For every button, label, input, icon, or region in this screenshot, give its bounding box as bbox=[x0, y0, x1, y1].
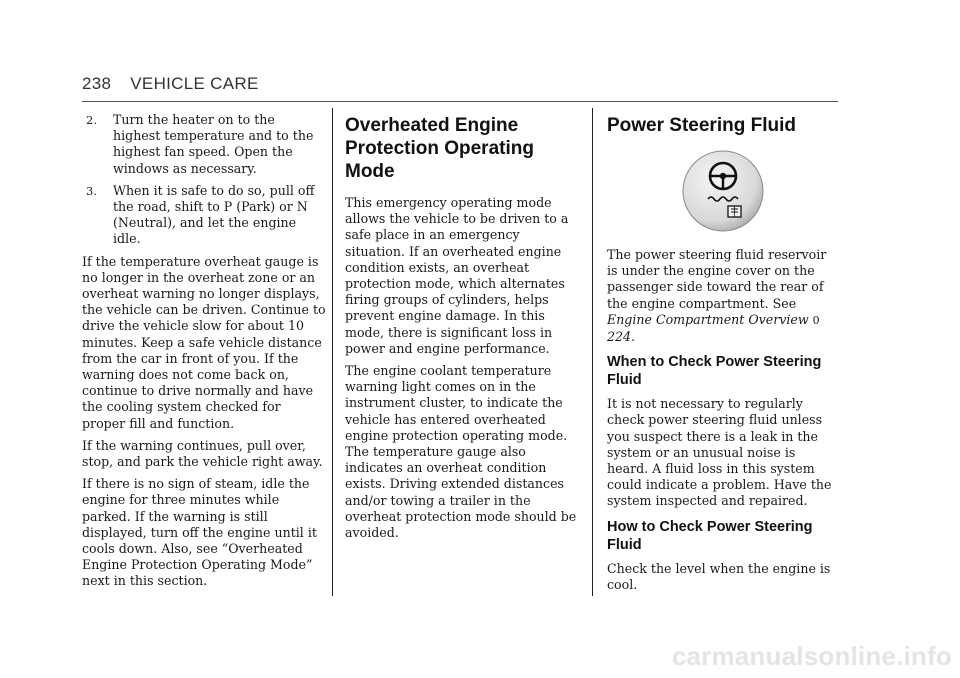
paragraph: Check the level when the engine is cool. bbox=[607, 560, 831, 592]
watermark: carmanualsonline.info bbox=[671, 641, 952, 671]
step-text: When it is safe to do so, pull off the road, shift to P (Park) or N (Neutral), and let the engine idle. bbox=[113, 182, 315, 247]
step-number: 3. bbox=[86, 183, 97, 198]
paragraph: It is not necessary to regularly check power steering fluid unless you suspect there is a leak in the system or an unusual noise is heard. A fluid loss in this system could indicate a problem. Have the system inspected and repaired. bbox=[607, 396, 832, 509]
list-item bbox=[82, 112, 326, 177]
period: . bbox=[631, 329, 636, 345]
icon-container bbox=[607, 149, 838, 233]
step-number: 2. bbox=[86, 113, 97, 127]
column-divider bbox=[332, 108, 333, 596]
header-rule bbox=[82, 101, 838, 102]
page-number: 238 bbox=[82, 74, 112, 93]
section-title: VEHICLE CARE bbox=[130, 74, 259, 93]
subheading: When to Check Power Steering Fluid bbox=[607, 354, 822, 389]
paragraph: If there is no sign of steam, idle the engine for three minutes while parked. If the warning is still displayed, turn off the engine until it cools down. Also, see “Overheated Engine Protection Operating Mode” next in this section. bbox=[82, 476, 317, 589]
paragraph bbox=[607, 247, 838, 345]
cross-reference-link[interactable]: Engine Compartment Overview bbox=[607, 311, 809, 327]
column-divider bbox=[592, 108, 593, 596]
page-header bbox=[82, 74, 259, 94]
column-3 bbox=[607, 112, 838, 599]
list-item bbox=[82, 183, 326, 248]
section-heading: Overheated Engine Protection Operating Mode bbox=[345, 115, 534, 182]
subheading: How to Check Power Steering Fluid bbox=[607, 518, 813, 553]
column-1 bbox=[82, 112, 326, 596]
power-steering-fluid-icon bbox=[681, 149, 765, 233]
step-text: Turn the heater on to the highest temperature and to the highest fan speed. Open the windows as necessary. bbox=[113, 112, 314, 176]
paragraph: The engine coolant temperature warning light comes on in the instrument cluster, to indicate the vehicle has entered overheated engine protection operating mode. The temperature gauge also indicates an overheat condition exists. Driving extended distances and/or towing a trailer in the overheat protection mode should be avoided. bbox=[345, 363, 577, 541]
section-heading: Power Steering Fluid bbox=[607, 115, 796, 136]
paragraph: This emergency operating mode allows the vehicle to be driven to a safe place in an emergency situation. If an overheated engine condition exists, an overheat protection mode, which alternates firing groups of cylinders, helps prevent engine damage. In this mode, there is significant loss in power and engine performance. bbox=[345, 195, 569, 356]
paragraph: If the temperature overheat gauge is no longer in the overheat zone or an overheat warning no longer displays, the vehicle can be driven. Continue to drive the vehicle slow for about 10 minutes. Keep a safe vehicle distance from the car in front of you. If the warning does not come back on, continue to drive normally and have the cooling system checked for proper fill and function. bbox=[82, 253, 326, 431]
page-reference[interactable]: 224 bbox=[607, 329, 632, 345]
page-ref-symbol: 0 bbox=[812, 313, 820, 327]
column-2 bbox=[345, 112, 580, 547]
paragraph: If the warning continues, pull over, stop, and park the vehicle right away. bbox=[82, 437, 323, 470]
paragraph-text: The power steering fluid reservoir is under the engine cover on the passenger side toward the rear of the engine compartment. See bbox=[607, 247, 827, 311]
